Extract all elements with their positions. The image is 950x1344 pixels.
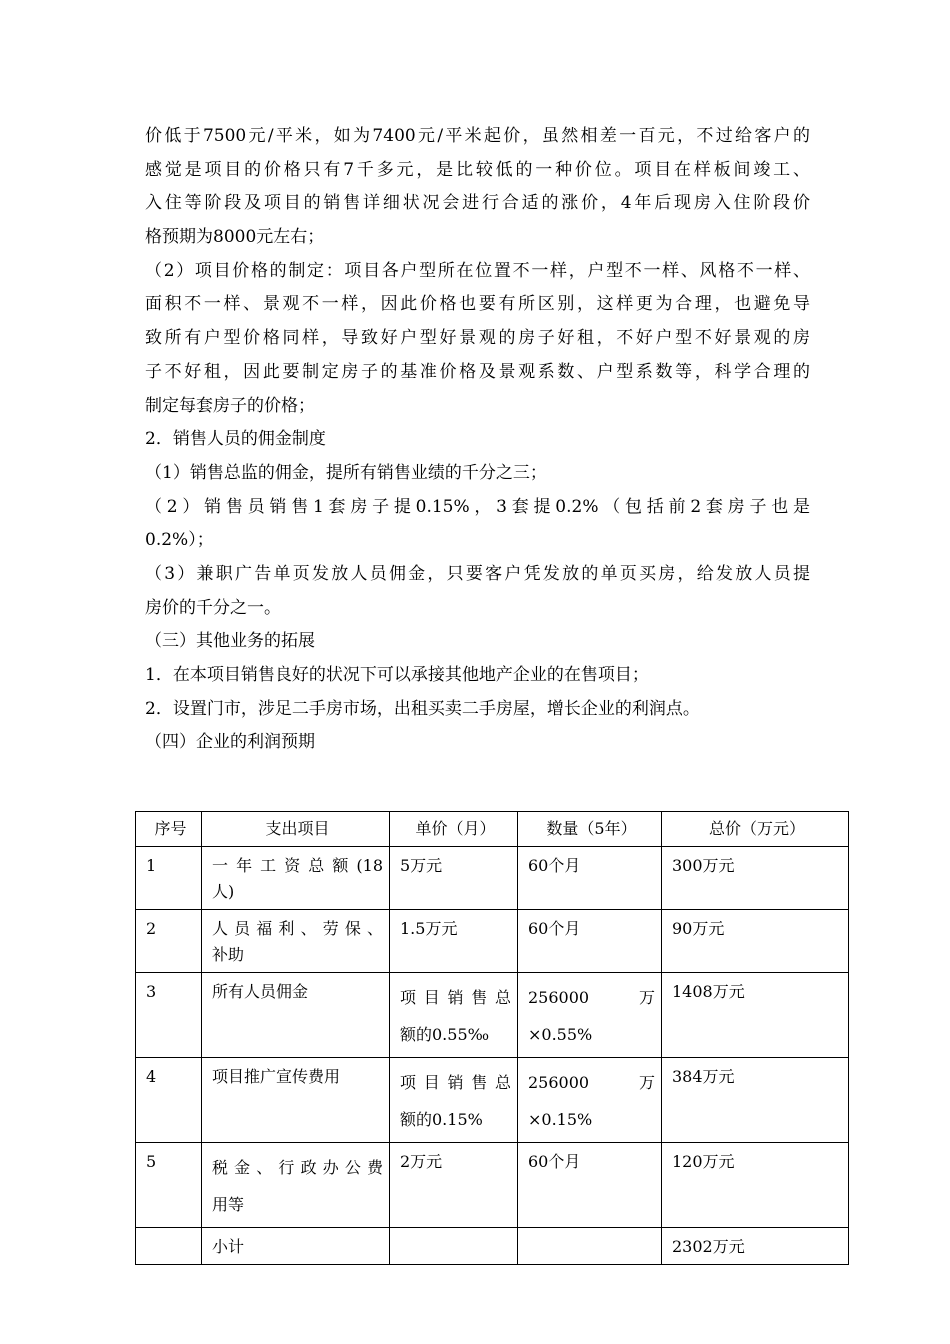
quantity: 256000 万 ×0.15% — [518, 1058, 662, 1143]
paragraph-line: 面积不一样、景观不一样，因此价格也要有所区别，这样更为合理，也避免导 — [145, 294, 810, 315]
expense-item: 所有人员佣金 — [202, 973, 390, 1058]
expense-item: 一年工资总额(18 人) — [202, 847, 390, 910]
unit-price: 2万元 — [390, 1143, 518, 1228]
paragraph-line: 房价的千分之一。 — [145, 597, 281, 618]
row-number: 2 — [136, 910, 202, 973]
header-cell: 数量（5年） — [518, 812, 662, 847]
table-header-row — [136, 812, 849, 847]
total-price: 120万元 — [662, 1143, 849, 1228]
section-heading: 2．销售人员的佣金制度 — [145, 429, 326, 450]
table-row — [136, 910, 849, 973]
paragraph-line: 入住等阶段及项目的销售详细状况会进行合适的涨价，4年后现房入住阶段价 — [145, 193, 810, 214]
row-number: 5 — [136, 1143, 202, 1228]
header-cell: 单价（月） — [390, 812, 518, 847]
section-heading: （四）企业的利润预期 — [145, 732, 315, 753]
paragraph-line: 制定每套房子的价格； — [145, 395, 315, 416]
expense-item: 人员福利、劳保、 补助 — [202, 910, 390, 973]
quantity — [518, 1228, 662, 1265]
section-heading: （三）其他业务的拓展 — [145, 631, 315, 652]
table-row — [136, 973, 849, 1058]
row-number — [136, 1228, 202, 1265]
table-row — [136, 1143, 849, 1228]
total-price: 300万元 — [662, 847, 849, 910]
total-price: 1408万元 — [662, 973, 849, 1058]
paragraph-line: 致所有户型价格同样，导致好户型好景观的房子好租，不好户型不好景观的房 — [145, 328, 810, 349]
quantity: 256000 万 ×0.55% — [518, 973, 662, 1058]
unit-price: 项目销售总 额的0.15% — [390, 1058, 518, 1143]
header-cell: 总价（万元） — [662, 812, 849, 847]
paragraph-line: 价低于7500元/平米，如为7400元/平米起价，虽然相差一百元，不过给客户的 — [145, 126, 810, 146]
paragraph-line: （2）销售员销售1套房子提0.15%，3套提0.2%（包括前2套房子也是 — [145, 496, 810, 517]
paragraph-line: 0.2%）； — [145, 530, 214, 551]
total-price: 2302万元 — [662, 1228, 849, 1265]
row-number: 1 — [136, 847, 202, 910]
paragraph-line: 格预期为8000元左右； — [145, 227, 325, 248]
table-row — [136, 1058, 849, 1143]
paragraph-line: 1．在本项目销售良好的状况下可以承接其他地产企业的在售项目； — [145, 665, 649, 685]
total-price: 90万元 — [662, 910, 849, 973]
unit-price: 5万元 — [390, 847, 518, 910]
header-cell: 序号 — [136, 812, 202, 847]
total-price: 384万元 — [662, 1058, 849, 1143]
paragraph-line: 感觉是项目的价格只有7千多元，是比较低的一种价位。项目在样板间竣工、 — [145, 159, 810, 180]
table-row — [136, 847, 849, 910]
paragraph-line: 子不好租，因此要制定房子的基准价格及景观系数、户型系数等，科学合理的 — [145, 361, 810, 382]
paragraph-line: （2）项目价格的制定：项目各户型所在位置不一样，户型不一样、风格不一样、 — [145, 260, 810, 281]
paragraph-line: 2．设置门市，涉足二手房市场，出租买卖二手房屋，增长企业的利润点。 — [145, 698, 700, 719]
expense-item: 项目推广宣传费用 — [202, 1058, 390, 1143]
body-text — [145, 120, 810, 760]
header-cell: 支出项目 — [202, 812, 390, 847]
profit-forecast-table — [135, 811, 849, 1265]
expense-item: 税金、行政办公费 用等 — [202, 1143, 390, 1228]
table-subtotal-row — [136, 1228, 849, 1265]
paragraph-line: （1）销售总监的佣金，提所有销售业绩的千分之三； — [145, 462, 547, 483]
unit-price: 1.5万元 — [390, 910, 518, 973]
row-number: 4 — [136, 1058, 202, 1143]
quantity: 60个月 — [518, 910, 662, 973]
unit-price — [390, 1228, 518, 1265]
row-number: 3 — [136, 973, 202, 1058]
paragraph-line: （3）兼职广告单页发放人员佣金，只要客户凭发放的单页买房，给发放人员提 — [145, 563, 810, 584]
expense-item: 小计 — [202, 1228, 390, 1265]
quantity: 60个月 — [518, 847, 662, 910]
quantity: 60个月 — [518, 1143, 662, 1228]
unit-price: 项目销售总 额的0.55‰ — [390, 973, 518, 1058]
